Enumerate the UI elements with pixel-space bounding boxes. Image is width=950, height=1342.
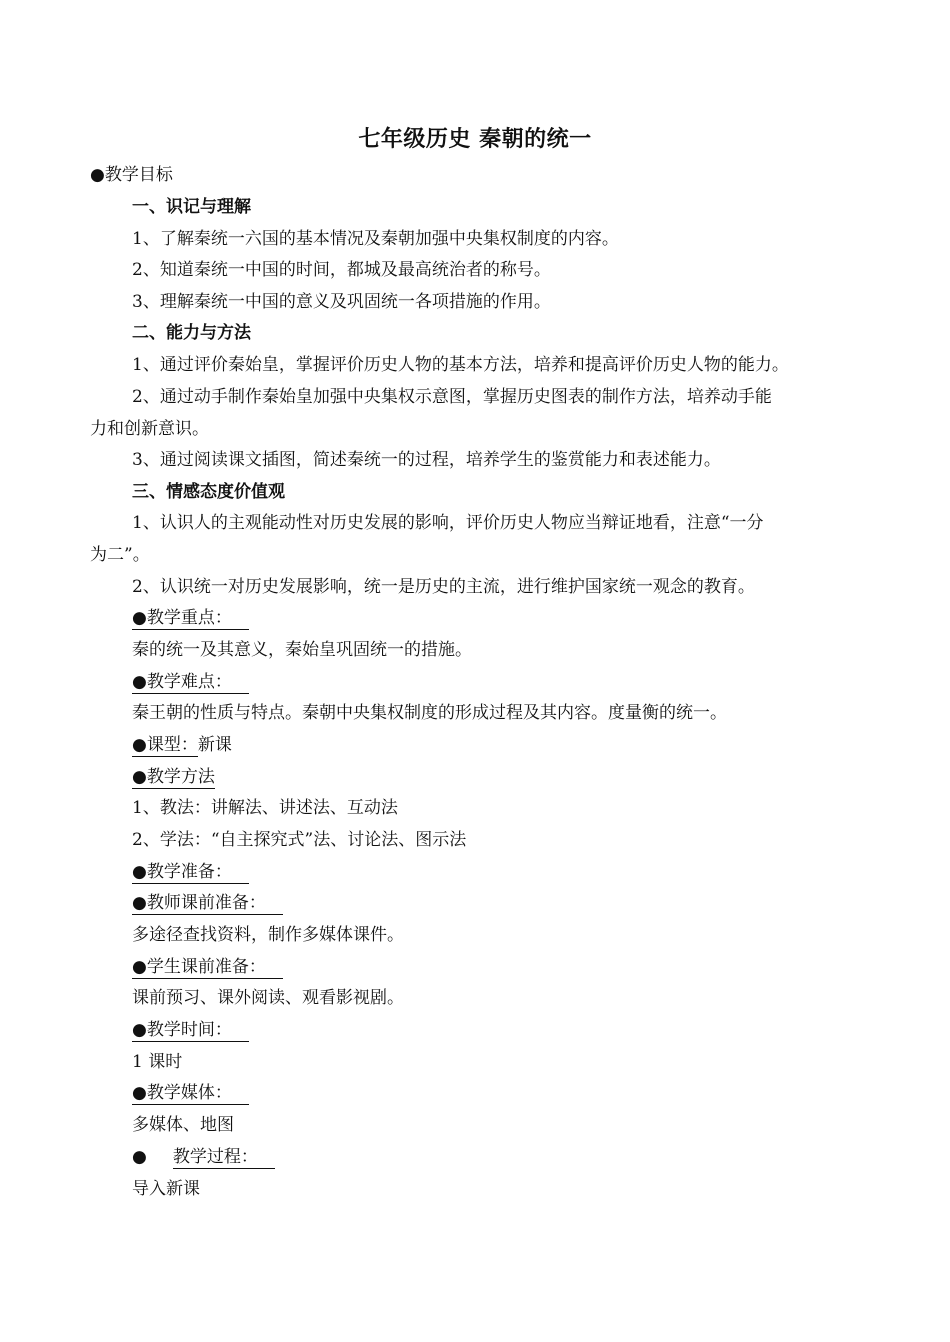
key-points-label-line bbox=[132, 607, 249, 629]
time-label: ●教学时间： bbox=[132, 1020, 232, 1040]
preparation-label-line bbox=[132, 861, 249, 883]
process-text: 导入新课 bbox=[132, 1179, 200, 1199]
student-prep-label: ●学生课前准备： bbox=[132, 957, 266, 977]
section3-heading: 三、情感态度价值观 bbox=[132, 482, 285, 502]
lesson-type-label: ●课型： bbox=[132, 735, 198, 755]
section1-item: 1、了解秦统一六国的基本情况及秦朝加强中央集权制度的内容。 bbox=[132, 229, 619, 249]
methods-item: 1、教法：讲解法、讲述法、互动法 bbox=[132, 798, 398, 818]
difficult-points-label: ●教学难点： bbox=[132, 672, 232, 692]
teacher-prep-text: 多途径查找资料，制作多媒体课件。 bbox=[132, 925, 404, 945]
media-label: ●教学媒体： bbox=[132, 1083, 232, 1103]
key-points-label: ●教学重点： bbox=[132, 608, 232, 628]
preparation-label: ●教学准备： bbox=[132, 862, 232, 882]
section1-item: 3、理解秦统一中国的意义及巩固统一各项措施的作用。 bbox=[132, 292, 551, 312]
teacher-prep-label: ●教师课前准备： bbox=[132, 893, 266, 913]
section3-item-cont: 为二”。 bbox=[90, 545, 150, 565]
methods-label: ●教学方法 bbox=[132, 767, 215, 787]
section2-heading: 二、能力与方法 bbox=[132, 323, 251, 343]
media-label-line bbox=[132, 1082, 249, 1104]
section2-item: 1、通过评价秦始皇，掌握评价历史人物的基本方法，培养和提高评价历史人物的能力。 bbox=[132, 355, 789, 375]
time-text: 1 课时 bbox=[132, 1052, 183, 1072]
process-label-line bbox=[132, 1146, 275, 1168]
methods-item: 2、学法：“自主探究式”法、讨论法、图示法 bbox=[132, 830, 467, 850]
section2-item: 2、通过动手制作秦始皇加强中央集权示意图，掌握历史图表的制作方法，培养动手能 bbox=[132, 387, 772, 407]
difficult-points-label-line bbox=[132, 671, 249, 693]
section3-item: 1、认识人的主观能动性对历史发展的影响，评价历史人物应当辩证地看，注意“一分 bbox=[132, 513, 764, 533]
media-text: 多媒体、地图 bbox=[132, 1115, 234, 1135]
student-prep-text: 课前预习、课外阅读、观看影视剧。 bbox=[132, 988, 404, 1008]
difficult-points-text: 秦王朝的性质与特点。秦朝中央集权制度的形成过程及其内容。度量衡的统一。 bbox=[132, 703, 727, 723]
time-label-line bbox=[132, 1019, 249, 1041]
lesson-type-line bbox=[132, 734, 232, 756]
section1-item: 2、知道秦统一中国的时间，都城及最高统治者的称号。 bbox=[132, 260, 551, 280]
lesson-type-value: 新课 bbox=[197, 735, 232, 755]
section2-item-cont: 力和创新意识。 bbox=[90, 419, 209, 439]
section3-item: 2、认识统一对历史发展影响，统一是历史的主流，进行维护国家统一观念的教育。 bbox=[132, 577, 755, 597]
document-title: 七年级历史 秦朝的统一 bbox=[358, 127, 592, 152]
methods-label-line bbox=[132, 766, 215, 788]
key-points-text: 秦的统一及其意义，秦始皇巩固统一的措施。 bbox=[132, 640, 472, 660]
goals-heading: ●教学目标 bbox=[90, 165, 173, 185]
teacher-prep-label-line bbox=[132, 892, 283, 914]
section2-item: 3、通过阅读课文插图，简述秦统一的过程，培养学生的鉴赏能力和表述能力。 bbox=[132, 450, 721, 470]
process-bullet: ● bbox=[132, 1147, 147, 1167]
student-prep-label-line bbox=[132, 956, 283, 978]
section1-heading: 一、识记与理解 bbox=[132, 197, 251, 217]
process-label: 教学过程： bbox=[172, 1147, 258, 1167]
